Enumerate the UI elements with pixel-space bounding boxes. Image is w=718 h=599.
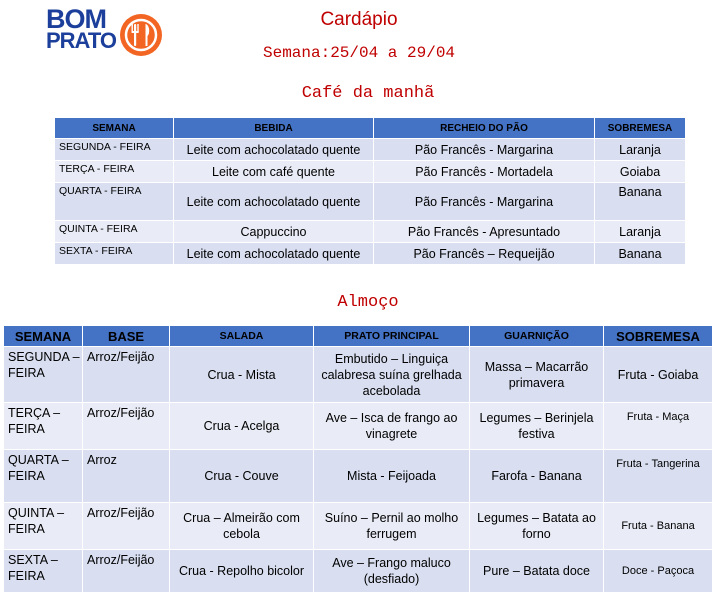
almoco-salada: Crua - Acelga (170, 403, 314, 450)
cafe-section-title: Café da manhã (301, 84, 435, 103)
cafe-table (54, 117, 686, 265)
almoco-col-semana: SEMANA (4, 326, 83, 347)
almoco-section-title: Almoço (337, 293, 399, 312)
cafe-recheio: Pão Francês - Apresuntado (374, 221, 595, 243)
cafe-recheio: Pão Francês - Margarina (374, 183, 595, 221)
table-row (4, 450, 713, 503)
almoco-col-salada: SALADA (170, 326, 314, 347)
almoco-day: SEGUNDA – FEIRA (4, 347, 83, 403)
cafe-bebida: Leite com achocolatado quente (174, 243, 374, 265)
cafe-day: QUINTA - FEIRA (55, 221, 174, 243)
almoco-base: Arroz/Feijão (83, 550, 170, 593)
almoco-salada: Crua - Couve (170, 450, 314, 503)
cafe-sobremesa: Goiaba (595, 161, 686, 183)
cafe-day: TERÇA - FEIRA (55, 161, 174, 183)
almoco-salada: Crua – Almeirão com cebola (170, 503, 314, 550)
almoco-day: SEXTA – FEIRA (4, 550, 83, 593)
cafe-sobremesa: Banana (595, 243, 686, 265)
logo-line1: BOM (46, 4, 106, 34)
cafe-day: SEXTA - FEIRA (55, 243, 174, 265)
almoco-sobremesa: Fruta - Maça (604, 403, 713, 450)
logo-line2: PRATO (46, 28, 116, 53)
almoco-guarnicao: Farofa - Banana (470, 450, 604, 503)
almoco-sobremesa: Fruta - Goiaba (604, 347, 713, 403)
cafe-bebida: Leite com café quente (174, 161, 374, 183)
almoco-col-sobremesa: SOBREMESA (604, 326, 713, 347)
almoco-day: QUARTA – FEIRA (4, 450, 83, 503)
cafe-recheio: Pão Francês - Margarina (374, 139, 595, 161)
almoco-base: Arroz (83, 450, 170, 503)
almoco-col-prato: PRATO PRINCIPAL (314, 326, 470, 347)
cafe-bebida: Leite com achocolatado quente (174, 183, 374, 221)
almoco-col-base: BASE (83, 326, 170, 347)
table-row (55, 221, 686, 243)
cafe-day: QUARTA - FEIRA (55, 183, 174, 221)
cafe-day: SEGUNDA - FEIRA (55, 139, 174, 161)
cafe-col-bebida: BEBIDA (174, 118, 374, 139)
almoco-day: TERÇA – FEIRA (4, 403, 83, 450)
cafe-recheio: Pão Francês – Requeijão (374, 243, 595, 265)
almoco-sobremesa: Fruta - Banana (604, 503, 713, 550)
almoco-base: Arroz/Feijão (83, 403, 170, 450)
almoco-salada: Crua - Mista (170, 347, 314, 403)
almoco-prato: Embutido – Linguiça calabresa suína grelhada acebolada (314, 347, 470, 403)
table-row (55, 183, 686, 221)
cafe-sobremesa: Laranja (595, 221, 686, 243)
almoco-guarnicao: Pure – Batata doce (470, 550, 604, 593)
almoco-prato: Mista - Feijoada (314, 450, 470, 503)
almoco-prato: Ave – Frango maluco (desfiado) (314, 550, 470, 593)
almoco-sobremesa: Doce - Paçoca (604, 550, 713, 593)
week-range: Semana:25/04 a 29/04 (262, 44, 456, 62)
cafe-col-recheio: RECHEIO DO PÃO (374, 118, 595, 139)
almoco-prato: Ave – Isca de frango ao vinagrete (314, 403, 470, 450)
almoco-header-row (4, 326, 713, 347)
almoco-base: Arroz/Feijão (83, 347, 170, 403)
table-row (4, 403, 713, 450)
cafe-col-sobremesa: SOBREMESA (595, 118, 686, 139)
cafe-sobremesa: Laranja (595, 139, 686, 161)
table-row (55, 243, 686, 265)
almoco-guarnicao: Massa – Macarrão primavera (470, 347, 604, 403)
almoco-base: Arroz/Feijão (83, 503, 170, 550)
table-row (4, 550, 713, 593)
cafe-recheio: Pão Francês - Mortadela (374, 161, 595, 183)
almoco-guarnicao: Legumes – Berinjela festiva (470, 403, 604, 450)
cafe-col-semana: SEMANA (55, 118, 174, 139)
almoco-sobremesa: Fruta - Tangerina (604, 450, 713, 503)
almoco-col-guarnicao: GUARNIÇÃO (470, 326, 604, 347)
almoco-prato: Suíno – Pernil ao molho ferrugem (314, 503, 470, 550)
table-row (55, 161, 686, 183)
cafe-bebida: Cappuccino (174, 221, 374, 243)
cafe-header-row (55, 118, 686, 139)
almoco-day: QUINTA – FEIRA (4, 503, 83, 550)
cafe-sobremesa: Banana (595, 183, 686, 221)
page-title: Cardápio (320, 9, 398, 30)
table-row (55, 139, 686, 161)
table-row (4, 503, 713, 550)
almoco-table (3, 325, 713, 593)
almoco-guarnicao: Legumes – Batata ao forno (470, 503, 604, 550)
cafe-bebida: Leite com achocolatado quente (174, 139, 374, 161)
almoco-salada: Crua - Repolho bicolor (170, 550, 314, 593)
table-row (4, 347, 713, 403)
